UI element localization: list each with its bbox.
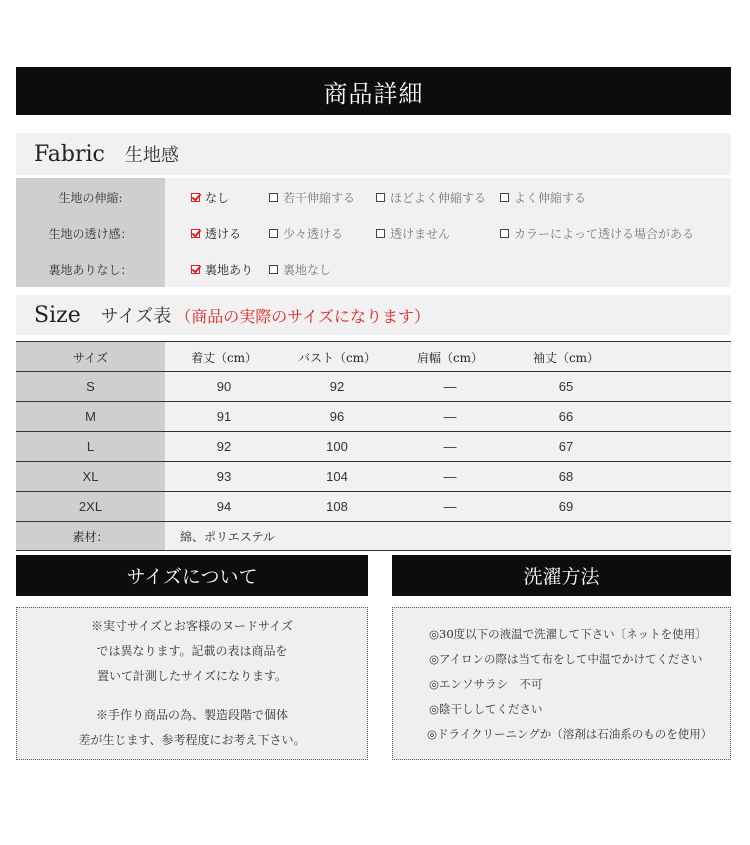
wash-line: ◎陰干ししてください (429, 702, 543, 716)
table-cell: 91 (216, 409, 232, 424)
material-label: 素材： (72, 530, 109, 544)
fabric-row-label: 生地の透け感： (48, 227, 133, 241)
size-table (16, 341, 731, 550)
table-cell: 68 (558, 469, 574, 484)
column-header: 袖丈（cm） (532, 351, 600, 365)
table-cell: 94 (216, 499, 232, 514)
table-cell: L (86, 439, 95, 454)
size-info-line: ※実寸サイズとお客様のヌードサイズ (90, 619, 294, 633)
row-divider (16, 550, 731, 551)
checkbox-icon (376, 193, 385, 202)
fabric-option: 裏地あり (191, 261, 253, 278)
fabric-row-label: 生地の伸縮: (58, 191, 123, 205)
wash-line: ◎ドライクリーニングか（溶剤は石油系のものを使用） (427, 727, 713, 741)
table-cell: M (85, 409, 96, 424)
table-cell: — (443, 469, 457, 484)
table-cell: 100 (326, 439, 348, 454)
table-cell: 2XL (78, 499, 103, 514)
size-info-line: では異なります。記載の表は商品を (96, 644, 288, 658)
checkbox-icon (500, 229, 509, 238)
size-heading-jp: サイズ表 (100, 306, 172, 327)
wash-title: 洗濯方法 (392, 555, 731, 596)
row-divider (16, 371, 731, 372)
checked-checkbox-icon (191, 265, 200, 274)
fabric-table (16, 178, 731, 287)
fabric-option: 裏地なし (269, 261, 331, 278)
checkbox-icon (500, 193, 509, 202)
table-cell: 69 (558, 499, 574, 514)
row-divider (16, 491, 731, 492)
table-cell: 92 (216, 439, 232, 454)
size-section-header (16, 295, 731, 335)
table-cell: — (443, 439, 457, 454)
material-value: 綿、ポリエステル (180, 530, 275, 544)
page-title: 商品詳細 (16, 67, 731, 115)
checkbox-icon (269, 193, 278, 202)
fabric-section-header (16, 133, 731, 175)
wash-line: ◎エンソサラシ 不可 (429, 677, 543, 691)
wash-line: ◎30度以下の液温で洗濯して下さい〔ネットを使用〕 (429, 627, 707, 641)
table-cell: — (443, 499, 457, 514)
size-info-box (16, 607, 368, 760)
table-cell: 93 (216, 469, 232, 484)
table-cell: 108 (326, 499, 348, 514)
checkbox-icon (269, 229, 278, 238)
table-cell: S (86, 379, 95, 394)
checked-checkbox-icon (191, 193, 200, 202)
fabric-option: なし (191, 189, 229, 206)
fabric-row-label: 裏地ありなし： (48, 263, 133, 277)
row-divider (16, 461, 731, 462)
table-cell: 90 (216, 379, 232, 394)
column-header: バスト（cm） (297, 351, 377, 365)
table-cell: — (443, 409, 457, 424)
table-cell: 96 (329, 409, 345, 424)
column-header: 肩幅（cm） (416, 351, 484, 365)
table-cell: XL (82, 469, 99, 484)
row-divider (16, 521, 731, 522)
size-heading-note: （商品の実際のサイズになります） (175, 306, 431, 326)
table-cell: 92 (329, 379, 345, 394)
wash-box (392, 607, 731, 760)
table-cell: 104 (326, 469, 348, 484)
fabric-option: 透ける (191, 225, 241, 242)
fabric-heading-en: Fabric (34, 141, 105, 167)
fabric-option: 透けません (376, 225, 450, 242)
checkbox-icon (376, 229, 385, 238)
fabric-heading-jp: 生地感 (124, 145, 179, 166)
table-cell: — (443, 379, 457, 394)
row-divider (16, 401, 731, 402)
table-cell: 66 (558, 409, 574, 424)
column-header: サイズ (72, 351, 109, 365)
checked-checkbox-icon (191, 229, 200, 238)
fabric-option: カラーによって透ける場合がある (500, 225, 694, 242)
checkbox-icon (269, 265, 278, 274)
size-info-title: サイズについて (16, 555, 368, 596)
fabric-option: よく伸縮する (500, 189, 586, 206)
size-info-line: ※手作り商品の為、製造段階で個体 (95, 708, 288, 722)
column-header: 着丈（cm） (190, 351, 258, 365)
table-cell: 65 (558, 379, 574, 394)
wash-line: ◎アイロンの際は当て布をして中温でかけてください (429, 652, 703, 666)
size-info-line: 差が生じます、参考程度にお考え下さい。 (78, 733, 306, 747)
size-heading-en: Size (34, 302, 81, 328)
size-info-line: 置いて計測したサイズになります。 (96, 669, 288, 683)
row-divider (16, 431, 731, 432)
fabric-option: ほどよく伸縮する (376, 189, 486, 206)
table-cell: 67 (558, 439, 574, 454)
fabric-option: 若干伸縮する (269, 189, 355, 206)
fabric-option: 少々透ける (269, 225, 343, 242)
